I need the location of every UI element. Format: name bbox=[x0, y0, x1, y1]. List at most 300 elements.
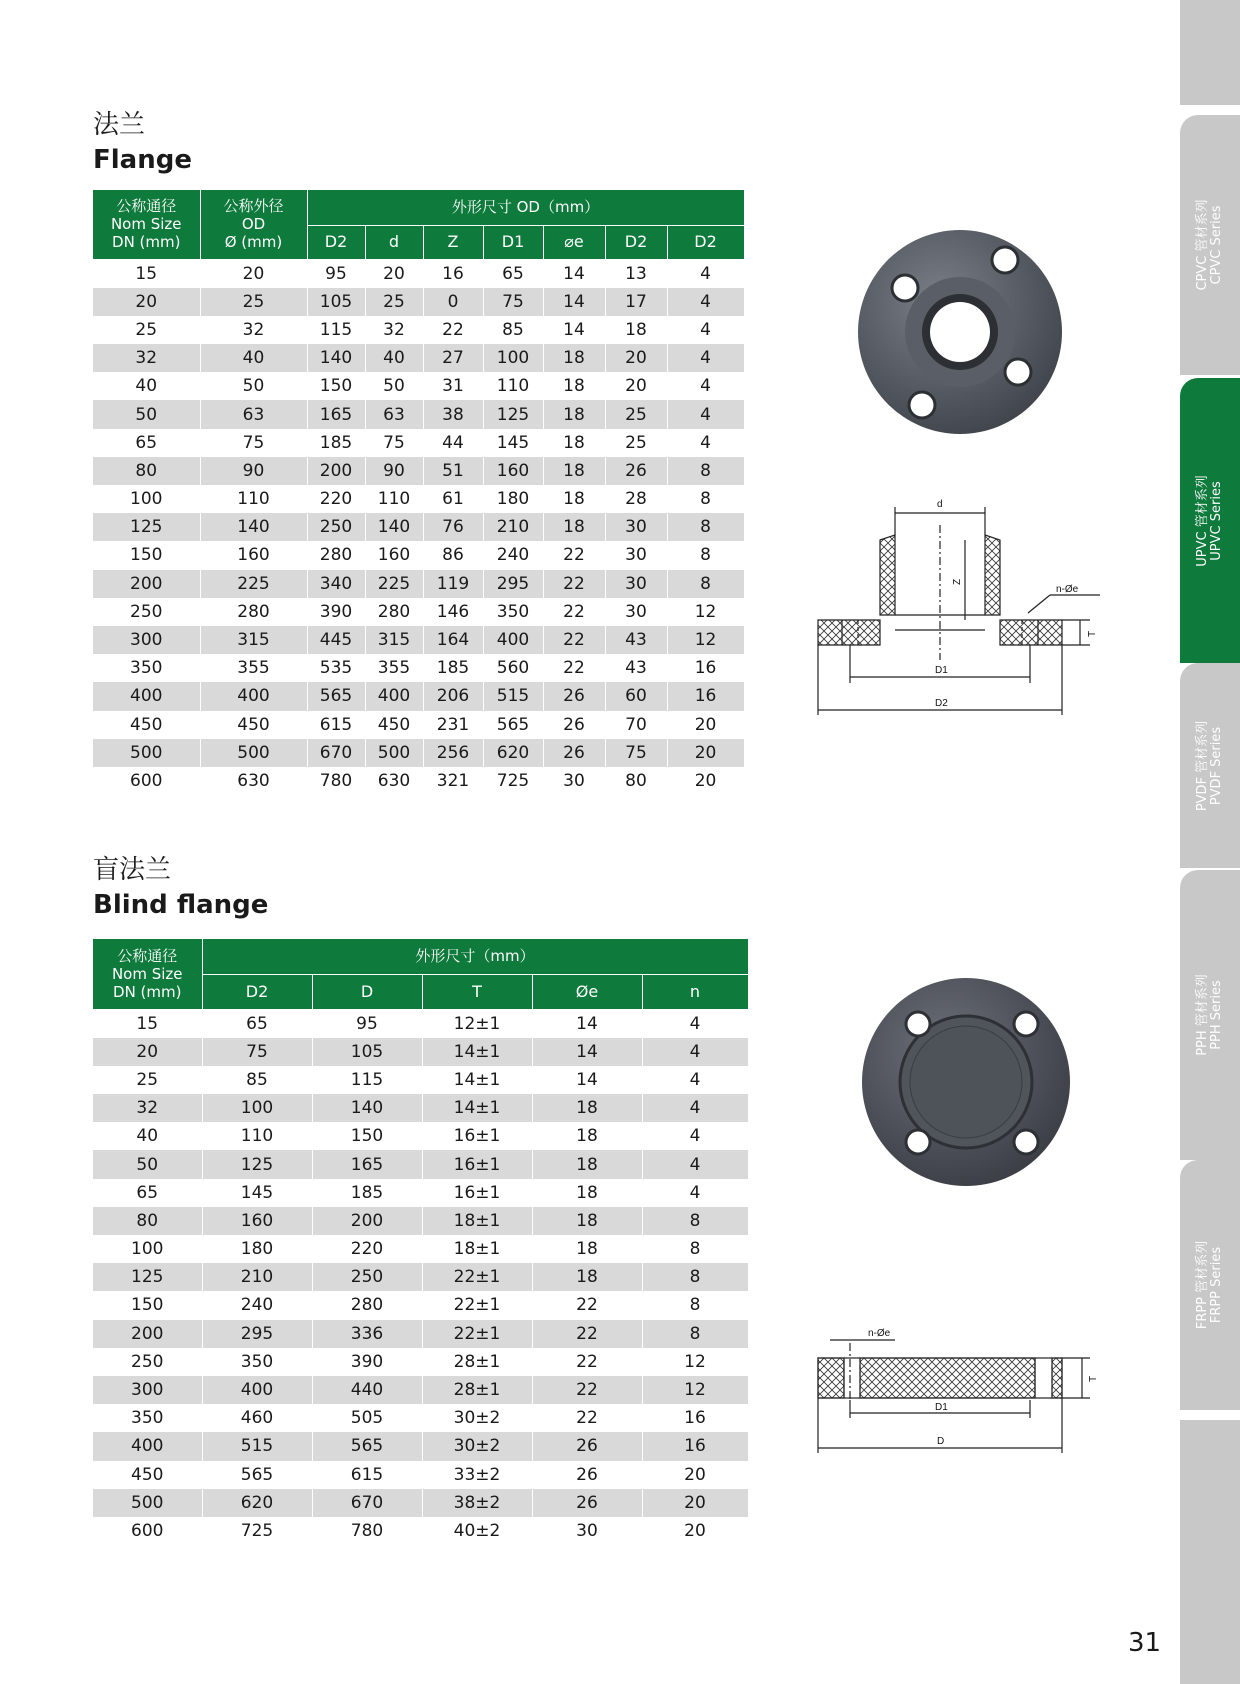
table-cell: 110 bbox=[483, 372, 543, 400]
table-cell: 40 bbox=[93, 372, 200, 400]
table-cell: 4 bbox=[642, 1009, 748, 1038]
table-cell: 75 bbox=[483, 288, 543, 316]
table-cell: 515 bbox=[202, 1432, 312, 1460]
table-cell: 95 bbox=[307, 259, 365, 288]
table-cell: 18 bbox=[532, 1179, 642, 1207]
table-cell: 16 bbox=[642, 1404, 748, 1432]
table-cell: 250 bbox=[93, 1348, 202, 1376]
table-cell: 40±2 bbox=[422, 1517, 532, 1545]
table-row bbox=[93, 1207, 748, 1235]
table-cell: 22 bbox=[543, 541, 605, 569]
table-cell: 20 bbox=[200, 259, 307, 288]
table-cell: 225 bbox=[365, 570, 423, 598]
table-cell: 295 bbox=[202, 1320, 312, 1348]
table-cell: 210 bbox=[202, 1263, 312, 1291]
table-cell: 16 bbox=[642, 1432, 748, 1460]
table-cell: 32 bbox=[93, 1094, 202, 1122]
table-cell: 14±1 bbox=[422, 1038, 532, 1066]
table-cell: 200 bbox=[307, 457, 365, 485]
table-cell: 250 bbox=[312, 1263, 422, 1291]
table-cell: 355 bbox=[200, 654, 307, 682]
table-cell: 400 bbox=[93, 1432, 202, 1460]
table-cell: 160 bbox=[483, 457, 543, 485]
table-cell: 350 bbox=[202, 1348, 312, 1376]
table-cell: 4 bbox=[667, 316, 744, 344]
table-cell: 20 bbox=[605, 344, 667, 372]
table-cell: 18 bbox=[543, 429, 605, 457]
table-cell: 20 bbox=[365, 259, 423, 288]
table-row bbox=[93, 429, 744, 457]
table-row bbox=[93, 1432, 748, 1460]
side-tab-label: CPVC 管材系列 CPVC Series bbox=[1195, 199, 1224, 291]
table-cell: 20 bbox=[667, 711, 744, 739]
flange-technical-drawing bbox=[800, 495, 1110, 720]
table-cell: 160 bbox=[200, 541, 307, 569]
blind-subheader-col-2: T bbox=[422, 974, 532, 1009]
table-cell: 12 bbox=[642, 1348, 748, 1376]
table-row bbox=[93, 1376, 748, 1404]
table-cell: 400 bbox=[365, 682, 423, 710]
table-cell: 32 bbox=[200, 316, 307, 344]
table-cell: 22 bbox=[543, 654, 605, 682]
table-row bbox=[93, 767, 744, 795]
table-cell: 4 bbox=[642, 1066, 748, 1094]
table-cell: 140 bbox=[307, 344, 365, 372]
table-cell: 85 bbox=[483, 316, 543, 344]
table-cell: 350 bbox=[483, 598, 543, 626]
flange-header-group: 外形尺寸 OD（mm） bbox=[307, 190, 744, 225]
table-cell: 33±2 bbox=[422, 1461, 532, 1489]
table-cell: 8 bbox=[667, 541, 744, 569]
table-cell: 65 bbox=[93, 1179, 202, 1207]
table-cell: 4 bbox=[667, 400, 744, 428]
table-cell: 25 bbox=[200, 288, 307, 316]
table-cell: 725 bbox=[202, 1517, 312, 1545]
table-cell: 240 bbox=[202, 1291, 312, 1319]
table-row bbox=[93, 1038, 748, 1066]
table-cell: 22 bbox=[532, 1404, 642, 1432]
table-cell: 180 bbox=[483, 485, 543, 513]
flange-subheader-col-1: d bbox=[365, 225, 423, 259]
table-cell: 445 bbox=[307, 626, 365, 654]
table-cell: 18 bbox=[532, 1207, 642, 1235]
table-cell: 8 bbox=[642, 1320, 748, 1348]
table-cell: 26 bbox=[543, 739, 605, 767]
table-cell: 400 bbox=[200, 682, 307, 710]
table-cell: 160 bbox=[202, 1207, 312, 1235]
table-cell: 38 bbox=[423, 400, 483, 428]
table-cell: 146 bbox=[423, 598, 483, 626]
table-row bbox=[93, 1404, 748, 1432]
table-cell: 22 bbox=[543, 570, 605, 598]
blind-flange-title-en: Blind flange bbox=[93, 890, 269, 920]
table-cell: 22 bbox=[532, 1376, 642, 1404]
table-cell: 4 bbox=[642, 1094, 748, 1122]
table-cell: 16±1 bbox=[422, 1179, 532, 1207]
table-cell: 16 bbox=[667, 654, 744, 682]
table-row bbox=[93, 1179, 748, 1207]
table-cell: 22 bbox=[532, 1291, 642, 1319]
table-cell: 140 bbox=[200, 513, 307, 541]
table-cell: 18 bbox=[543, 372, 605, 400]
table-cell: 8 bbox=[667, 570, 744, 598]
table-cell: 4 bbox=[642, 1038, 748, 1066]
table-cell: 12 bbox=[667, 598, 744, 626]
table-cell: 220 bbox=[312, 1235, 422, 1263]
blind-header-group: 外形尺寸（mm） bbox=[202, 939, 748, 974]
table-cell: 565 bbox=[202, 1461, 312, 1489]
table-cell: 780 bbox=[307, 767, 365, 795]
table-cell: 16 bbox=[667, 682, 744, 710]
table-row bbox=[93, 682, 744, 710]
flange-header-nom-size: 公称通径 Nom Size DN (mm) bbox=[93, 190, 200, 259]
table-cell: 28 bbox=[605, 485, 667, 513]
table-cell: 125 bbox=[93, 1263, 202, 1291]
table-cell: 12 bbox=[642, 1376, 748, 1404]
table-cell: 460 bbox=[202, 1404, 312, 1432]
table-cell: 51 bbox=[423, 457, 483, 485]
table-cell: 4 bbox=[667, 288, 744, 316]
table-cell: 14 bbox=[532, 1066, 642, 1094]
table-cell: 14±1 bbox=[422, 1066, 532, 1094]
table-cell: 20 bbox=[642, 1489, 748, 1517]
table-row bbox=[93, 598, 744, 626]
table-row bbox=[93, 485, 744, 513]
table-cell: 565 bbox=[483, 711, 543, 739]
table-cell: 65 bbox=[93, 429, 200, 457]
table-cell: 44 bbox=[423, 429, 483, 457]
table-cell: 31 bbox=[423, 372, 483, 400]
table-row bbox=[93, 1094, 748, 1122]
side-tab-frpp-series[interactable] bbox=[1180, 1160, 1240, 1410]
table-cell: 22 bbox=[532, 1348, 642, 1376]
table-cell: 280 bbox=[307, 541, 365, 569]
table-cell: 4 bbox=[667, 429, 744, 457]
table-cell: 100 bbox=[202, 1094, 312, 1122]
table-cell: 100 bbox=[93, 1235, 202, 1263]
table-cell: 26 bbox=[543, 682, 605, 710]
table-row bbox=[93, 288, 744, 316]
table-cell: 70 bbox=[605, 711, 667, 739]
table-row bbox=[93, 1009, 748, 1038]
table-row bbox=[93, 457, 744, 485]
table-cell: 500 bbox=[365, 739, 423, 767]
flange-title-cn: 法兰 bbox=[93, 110, 146, 140]
table-cell: 780 bbox=[312, 1517, 422, 1545]
table-cell: 105 bbox=[312, 1038, 422, 1066]
side-tab-strip bbox=[1180, 1420, 1240, 1684]
table-cell: 620 bbox=[202, 1489, 312, 1517]
table-cell: 80 bbox=[605, 767, 667, 795]
flange-drawing-label-ne: n-Øe bbox=[1056, 584, 1079, 595]
table-cell: 200 bbox=[93, 570, 200, 598]
table-cell: 110 bbox=[202, 1122, 312, 1150]
table-cell: 26 bbox=[532, 1432, 642, 1460]
side-tab-cpvc-series[interactable] bbox=[1180, 115, 1240, 375]
flange-subheader-col-0: D2 bbox=[307, 225, 365, 259]
table-cell: 615 bbox=[312, 1461, 422, 1489]
table-cell: 40 bbox=[93, 1122, 202, 1150]
table-cell: 28±1 bbox=[422, 1376, 532, 1404]
table-cell: 65 bbox=[202, 1009, 312, 1038]
blind-header-nom-size: 公称通径 Nom Size DN (mm) bbox=[93, 939, 202, 1009]
table-cell: 165 bbox=[312, 1150, 422, 1178]
table-cell: 125 bbox=[483, 400, 543, 428]
table-cell: 30 bbox=[532, 1517, 642, 1545]
table-cell: 30 bbox=[605, 541, 667, 569]
table-cell: 4 bbox=[642, 1122, 748, 1150]
blind-subheader-col-4: n bbox=[642, 974, 748, 1009]
flange-product-image bbox=[850, 220, 1070, 450]
table-cell: 350 bbox=[93, 654, 200, 682]
table-cell: 30 bbox=[605, 513, 667, 541]
table-cell: 18 bbox=[543, 513, 605, 541]
table-cell: 16 bbox=[423, 259, 483, 288]
table-cell: 20 bbox=[93, 288, 200, 316]
table-cell: 8 bbox=[667, 485, 744, 513]
table-cell: 280 bbox=[312, 1291, 422, 1319]
table-cell: 20 bbox=[667, 739, 744, 767]
side-tab-label: PPH 管材系列 PPH Series bbox=[1195, 974, 1224, 1056]
table-cell: 63 bbox=[365, 400, 423, 428]
table-cell: 12±1 bbox=[422, 1009, 532, 1038]
table-cell: 80 bbox=[93, 1207, 202, 1235]
table-cell: 100 bbox=[93, 485, 200, 513]
table-cell: 600 bbox=[93, 767, 200, 795]
table-cell: 18 bbox=[532, 1122, 642, 1150]
side-tab-pph-series[interactable] bbox=[1180, 870, 1240, 1160]
table-cell: 390 bbox=[312, 1348, 422, 1376]
table-cell: 630 bbox=[200, 767, 307, 795]
table-cell: 27 bbox=[423, 344, 483, 372]
table-cell: 450 bbox=[200, 711, 307, 739]
table-cell: 110 bbox=[200, 485, 307, 513]
table-cell: 25 bbox=[605, 400, 667, 428]
table-cell: 16±1 bbox=[422, 1150, 532, 1178]
table-cell: 206 bbox=[423, 682, 483, 710]
table-row bbox=[93, 1517, 748, 1545]
table-cell: 500 bbox=[93, 1489, 202, 1517]
table-cell: 50 bbox=[200, 372, 307, 400]
table-cell: 43 bbox=[605, 654, 667, 682]
table-cell: 125 bbox=[93, 513, 200, 541]
table-cell: 185 bbox=[312, 1179, 422, 1207]
flange-title-en: Flange bbox=[93, 145, 192, 175]
table-cell: 28±1 bbox=[422, 1348, 532, 1376]
table-cell: 20 bbox=[642, 1461, 748, 1489]
table-cell: 500 bbox=[200, 739, 307, 767]
table-cell: 30 bbox=[605, 598, 667, 626]
table-row bbox=[93, 1066, 748, 1094]
table-cell: 86 bbox=[423, 541, 483, 569]
table-cell: 630 bbox=[365, 767, 423, 795]
table-cell: 22 bbox=[423, 316, 483, 344]
table-cell: 505 bbox=[312, 1404, 422, 1432]
table-cell: 725 bbox=[483, 767, 543, 795]
table-cell: 90 bbox=[200, 457, 307, 485]
table-cell: 8 bbox=[642, 1235, 748, 1263]
table-cell: 22±1 bbox=[422, 1291, 532, 1319]
table-cell: 535 bbox=[307, 654, 365, 682]
table-cell: 164 bbox=[423, 626, 483, 654]
table-cell: 40 bbox=[365, 344, 423, 372]
table-cell: 8 bbox=[667, 457, 744, 485]
table-cell: 256 bbox=[423, 739, 483, 767]
table-cell: 18 bbox=[543, 457, 605, 485]
table-cell: 22 bbox=[543, 598, 605, 626]
flange-drawing-label-t: T bbox=[1087, 630, 1098, 637]
table-cell: 75 bbox=[605, 739, 667, 767]
table-cell: 75 bbox=[200, 429, 307, 457]
table-cell: 26 bbox=[543, 711, 605, 739]
table-cell: 300 bbox=[93, 626, 200, 654]
table-cell: 16±1 bbox=[422, 1122, 532, 1150]
table-cell: 75 bbox=[202, 1038, 312, 1066]
side-tab-upvc-series[interactable] bbox=[1180, 378, 1240, 663]
table-cell: 4 bbox=[667, 344, 744, 372]
table-cell: 14±1 bbox=[422, 1094, 532, 1122]
table-cell: 150 bbox=[93, 541, 200, 569]
table-cell: 210 bbox=[483, 513, 543, 541]
table-cell: 145 bbox=[483, 429, 543, 457]
table-row bbox=[93, 1235, 748, 1263]
table-cell: 26 bbox=[532, 1461, 642, 1489]
table-cell: 30 bbox=[605, 570, 667, 598]
table-row bbox=[93, 513, 744, 541]
table-cell: 240 bbox=[483, 541, 543, 569]
table-cell: 200 bbox=[312, 1207, 422, 1235]
table-cell: 515 bbox=[483, 682, 543, 710]
flange-subheader-col-6: D2 bbox=[667, 225, 744, 259]
table-cell: 22±1 bbox=[422, 1263, 532, 1291]
table-cell: 400 bbox=[93, 682, 200, 710]
table-cell: 18 bbox=[532, 1235, 642, 1263]
table-cell: 450 bbox=[365, 711, 423, 739]
table-cell: 450 bbox=[93, 711, 200, 739]
side-tab-label: UPVC 管材系列 UPVC Series bbox=[1195, 474, 1224, 567]
table-cell: 32 bbox=[93, 344, 200, 372]
table-cell: 25 bbox=[93, 316, 200, 344]
table-cell: 20 bbox=[93, 1038, 202, 1066]
table-row bbox=[93, 259, 744, 288]
table-row bbox=[93, 1122, 748, 1150]
table-cell: 14 bbox=[543, 288, 605, 316]
flange-subheader-col-3: D1 bbox=[483, 225, 543, 259]
table-cell: 80 bbox=[93, 457, 200, 485]
table-cell: 220 bbox=[307, 485, 365, 513]
table-row bbox=[93, 316, 744, 344]
table-cell: 4 bbox=[642, 1179, 748, 1207]
table-cell: 14 bbox=[532, 1038, 642, 1066]
table-cell: 336 bbox=[312, 1320, 422, 1348]
table-cell: 63 bbox=[200, 400, 307, 428]
table-cell: 8 bbox=[642, 1207, 748, 1235]
table-cell: 14 bbox=[543, 316, 605, 344]
table-cell: 8 bbox=[667, 513, 744, 541]
table-cell: 180 bbox=[202, 1235, 312, 1263]
table-cell: 250 bbox=[307, 513, 365, 541]
table-cell: 185 bbox=[423, 654, 483, 682]
table-cell: 280 bbox=[200, 598, 307, 626]
table-cell: 565 bbox=[312, 1432, 422, 1460]
table-cell: 620 bbox=[483, 739, 543, 767]
table-cell: 450 bbox=[93, 1461, 202, 1489]
table-cell: 14 bbox=[543, 259, 605, 288]
table-row bbox=[93, 1348, 748, 1376]
side-tab-pvdf-series[interactable] bbox=[1180, 663, 1240, 868]
table-cell: 355 bbox=[365, 654, 423, 682]
flange-subheader-col-5: D2 bbox=[605, 225, 667, 259]
blind-drawing-label-t: T bbox=[1088, 1375, 1099, 1382]
table-row bbox=[93, 541, 744, 569]
table-cell: 20 bbox=[667, 767, 744, 795]
table-cell: 225 bbox=[200, 570, 307, 598]
table-cell: 43 bbox=[605, 626, 667, 654]
table-row bbox=[93, 1263, 748, 1291]
table-cell: 165 bbox=[307, 400, 365, 428]
table-cell: 0 bbox=[423, 288, 483, 316]
table-cell: 22 bbox=[543, 626, 605, 654]
table-cell: 315 bbox=[365, 626, 423, 654]
blind-drawing-label-d: D bbox=[937, 1436, 945, 1447]
table-cell: 125 bbox=[202, 1150, 312, 1178]
table-cell: 30 bbox=[543, 767, 605, 795]
blind-drawing-label-ne: n-Øe bbox=[868, 1328, 891, 1339]
table-row bbox=[93, 1291, 748, 1319]
table-cell: 12 bbox=[667, 626, 744, 654]
table-cell: 670 bbox=[312, 1489, 422, 1517]
table-cell: 30±2 bbox=[422, 1404, 532, 1432]
table-cell: 18 bbox=[532, 1150, 642, 1178]
table-cell: 20 bbox=[605, 372, 667, 400]
table-cell: 350 bbox=[93, 1404, 202, 1432]
blind-subheader-col-3: Øe bbox=[532, 974, 642, 1009]
table-cell: 32 bbox=[365, 316, 423, 344]
table-cell: 600 bbox=[93, 1517, 202, 1545]
table-cell: 90 bbox=[365, 457, 423, 485]
table-cell: 26 bbox=[605, 457, 667, 485]
table-cell: 4 bbox=[667, 372, 744, 400]
table-cell: 26 bbox=[532, 1489, 642, 1517]
table-cell: 250 bbox=[93, 598, 200, 626]
blind-drawing-label-d1: D1 bbox=[935, 1402, 948, 1413]
table-row bbox=[93, 344, 744, 372]
table-cell: 280 bbox=[365, 598, 423, 626]
table-cell: 40 bbox=[200, 344, 307, 372]
blind-flange-spec-table bbox=[93, 939, 749, 1545]
table-cell: 15 bbox=[93, 1009, 202, 1038]
table-cell: 150 bbox=[312, 1122, 422, 1150]
table-cell: 30±2 bbox=[422, 1432, 532, 1460]
table-cell: 50 bbox=[93, 400, 200, 428]
table-cell: 185 bbox=[307, 429, 365, 457]
side-tab-strip bbox=[1180, 0, 1240, 105]
table-cell: 4 bbox=[642, 1150, 748, 1178]
blind-flange-title-cn: 盲法兰 bbox=[93, 855, 172, 885]
table-cell: 440 bbox=[312, 1376, 422, 1404]
table-cell: 119 bbox=[423, 570, 483, 598]
flange-drawing-label-d1: D1 bbox=[935, 665, 948, 676]
table-cell: 25 bbox=[605, 429, 667, 457]
side-tab-label: FRPP 管材系列 FRPP Series bbox=[1195, 1240, 1224, 1330]
table-row bbox=[93, 1489, 748, 1517]
table-row bbox=[93, 654, 744, 682]
table-cell: 150 bbox=[93, 1291, 202, 1319]
table-cell: 18 bbox=[532, 1263, 642, 1291]
table-cell: 22±1 bbox=[422, 1320, 532, 1348]
table-cell: 18 bbox=[543, 485, 605, 513]
flange-header-od: 公称外径 OD Ø (mm) bbox=[200, 190, 307, 259]
